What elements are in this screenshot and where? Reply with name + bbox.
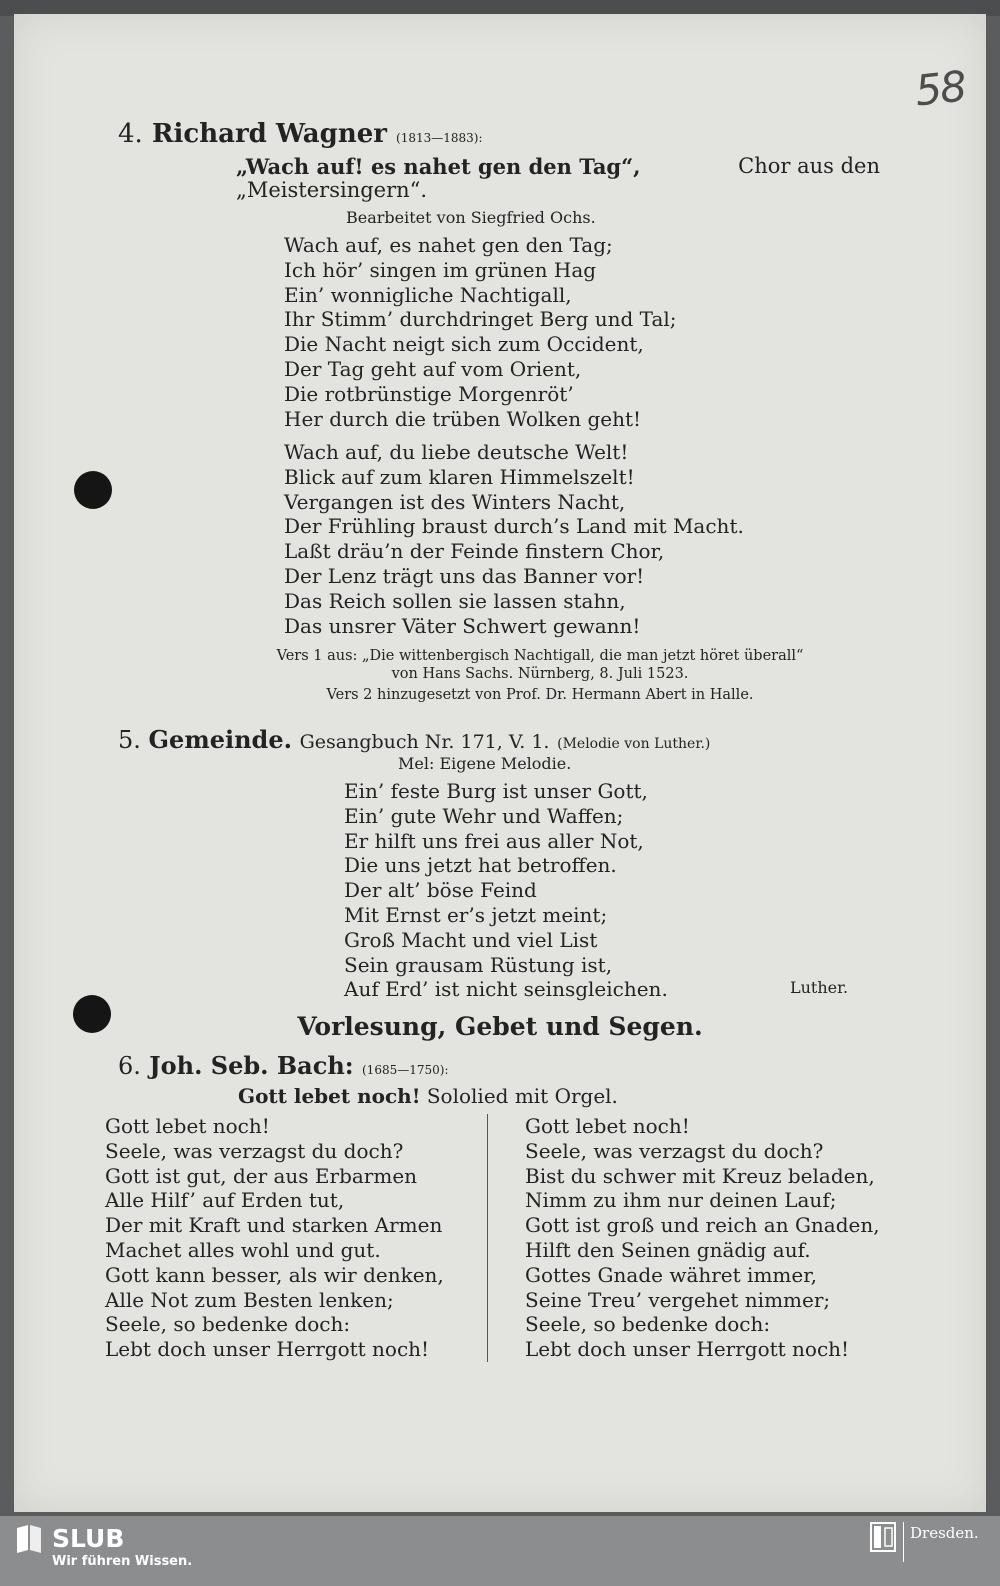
verse-line: Sein grausam Rüstung ist, xyxy=(344,952,613,977)
verse-line: Hilft den Seinen gnädig auf. xyxy=(525,1237,811,1262)
section-4-title-line1 xyxy=(236,156,880,177)
verse-line: Vergangen ist des Winters Nacht, xyxy=(284,489,626,514)
verse-line: Lebt doch unser Herrgott noch! xyxy=(525,1337,850,1362)
section-4-arranger: Bearbeitet von Siegfried Ochs. xyxy=(346,208,596,227)
punch-hole-lower xyxy=(73,995,111,1033)
dresden-crest-icon[interactable] xyxy=(870,1522,896,1552)
section-6-years: (1685—1750): xyxy=(362,1063,449,1077)
verse-line: Der Tag geht auf vom Orient, xyxy=(284,356,582,381)
section-5-verse xyxy=(344,779,668,1002)
verse-line: Her durch die trüben Wolken geht! xyxy=(284,406,642,431)
verse-line: Laßt dräu’n der Feinde finstern Chor, xyxy=(284,539,665,564)
section-5-number: 5. xyxy=(118,726,141,754)
verse-line: Gott ist groß und reich an Gnaden, xyxy=(525,1213,880,1238)
verse-line: Der Lenz trägt uns das Banner vor! xyxy=(284,563,645,588)
verse-line: Seine Treu’ vergehet nimmer; xyxy=(525,1287,831,1312)
verse-line: Seele, was verzagst du doch? xyxy=(105,1138,404,1163)
verse-line: Ich hör’ singen im grünen Hag xyxy=(284,257,597,282)
verse-line: Das Reich sollen sie lassen stahn, xyxy=(284,588,626,613)
verse-line: Die uns jetzt hat betroffen. xyxy=(344,853,617,878)
section-4-source-note: Vers 1 aus: „Die wittenbergisch Nachtigall, die man jetzt höret überall“ xyxy=(276,648,804,664)
section-4-addition-note: Vers 2 hinzugesetzt von Prof. Dr. Hermann Abert in Halle. xyxy=(326,687,754,703)
verse-line: Bist du schwer mit Kreuz beladen, xyxy=(525,1163,875,1188)
verse-line: Wach auf, es nahet gen den Tag; xyxy=(284,233,613,257)
slub-brand[interactable]: SLUB xyxy=(52,1524,125,1553)
section-5-title: Gemeinde. xyxy=(148,725,292,754)
verse-line: Groß Macht und viel List xyxy=(344,927,598,952)
verse-line: Seele, was verzagst du doch? xyxy=(525,1138,824,1163)
section-5-melody-note: (Melodie von Luther.) xyxy=(557,736,711,752)
section-6-left-verse xyxy=(105,1114,444,1362)
verse-line: Gott kann besser, als wir denken, xyxy=(105,1262,444,1287)
section-4-verse-2 xyxy=(284,440,744,638)
verse-line: Lebt doch unser Herrgott noch! xyxy=(105,1337,430,1362)
section-4-years: (1813—1883): xyxy=(396,131,483,145)
section-6-heading xyxy=(118,1051,449,1080)
section-5-heading xyxy=(118,725,711,754)
verse-line: Gott lebet noch! xyxy=(525,1114,690,1138)
verse-line: Blick auf zum klaren Himmelszelt! xyxy=(284,464,635,489)
verse-line: Die Nacht neigt sich zum Occident, xyxy=(284,332,644,357)
handwritten-page-number: 58 xyxy=(912,61,968,116)
verse-line: Der alt’ böse Feind xyxy=(344,878,537,903)
interlude-heading: Vorlesung, Gebet und Segen. xyxy=(297,1012,703,1041)
verse-line: Die rotbrünstige Morgenröt’ xyxy=(284,381,574,406)
section-4-heading xyxy=(118,121,483,147)
verse-line: Mit Ernst er’s jetzt meint; xyxy=(344,902,608,927)
verse-line: Das unsrer Väter Schwert gewann! xyxy=(284,613,641,638)
section-4-title-line2: „Meistersingern“. xyxy=(236,178,428,202)
verse-line: Er hilft uns frei aus aller Not, xyxy=(344,828,644,853)
section-4-source-note-2: von Hans Sachs. Nürnberg, 8. Juli 1523. xyxy=(391,666,689,682)
verse-line: Ein’ gute Wehr und Waffen; xyxy=(344,803,624,828)
section-6-right-verse xyxy=(525,1114,880,1362)
section-4-composer: Richard Wagner xyxy=(151,119,387,149)
verse-line: Seele, so bedenke doch: xyxy=(525,1312,771,1337)
verse-line: Alle Hilf’ auf Erden tut, xyxy=(105,1188,345,1213)
viewer-footer-bar xyxy=(0,1516,1000,1586)
section-4-title-quote: „Wach auf! es nahet gen den Tag“, xyxy=(236,154,641,179)
section-5-author: Luther. xyxy=(790,978,849,997)
verse-line: Der Frühling braust durch’s Land mit Macht. xyxy=(284,514,744,539)
section-6-composer: Joh. Seb. Bach: xyxy=(149,1051,354,1080)
verse-line: Ein’ feste Burg ist unser Gott, xyxy=(344,779,648,803)
verse-line: Wach auf, du liebe deutsche Welt! xyxy=(284,440,629,464)
verse-line: Gott lebet noch! xyxy=(105,1114,270,1138)
section-4-verse-1 xyxy=(284,233,677,431)
slub-book-icon[interactable] xyxy=(14,1522,44,1556)
footer-separator xyxy=(903,1522,904,1562)
bleed-through-text xyxy=(134,574,158,657)
section-4-title-rest: Chor aus den xyxy=(738,154,880,178)
verse-line: Seele, so bedenke doch: xyxy=(105,1312,351,1337)
verse-line: Machet alles wohl und gut. xyxy=(105,1237,381,1262)
verse-line: Alle Not zum Besten lenken; xyxy=(105,1287,394,1312)
punch-hole-upper xyxy=(74,471,112,509)
verse-line: Gott ist gut, der aus Erbarmen xyxy=(105,1163,418,1188)
slub-tagline: Wir führen Wissen. xyxy=(52,1554,193,1569)
verse-line: Auf Erd’ ist nicht seinsgleichen. xyxy=(344,977,668,1002)
column-divider xyxy=(487,1114,488,1362)
verse-line: Gottes Gnade währet immer, xyxy=(525,1262,817,1287)
section-6-number: 6. xyxy=(118,1052,141,1080)
section-6-title-line xyxy=(238,1086,618,1106)
verse-line: Der mit Kraft und starken Armen xyxy=(105,1213,443,1238)
verse-line: Nimm zu ihm nur deinen Lauf; xyxy=(525,1188,837,1213)
verse-line: Ihr Stimm’ durchdringet Berg und Tal; xyxy=(284,307,677,332)
verse-line: Ein’ wonnigliche Nachtigall, xyxy=(284,282,572,307)
section-4-number: 4. xyxy=(118,119,143,149)
section-6-title: Gott lebet noch! xyxy=(238,1084,421,1108)
dresden-partner-name[interactable]: Dresden. xyxy=(910,1524,979,1542)
section-5-hymnal: Gesangbuch Nr. 171, V. 1. xyxy=(299,731,550,753)
section-5-mel: Mel: Eigene Melodie. xyxy=(398,754,572,773)
section-6-subtitle: Sololied mit Orgel. xyxy=(426,1084,618,1108)
